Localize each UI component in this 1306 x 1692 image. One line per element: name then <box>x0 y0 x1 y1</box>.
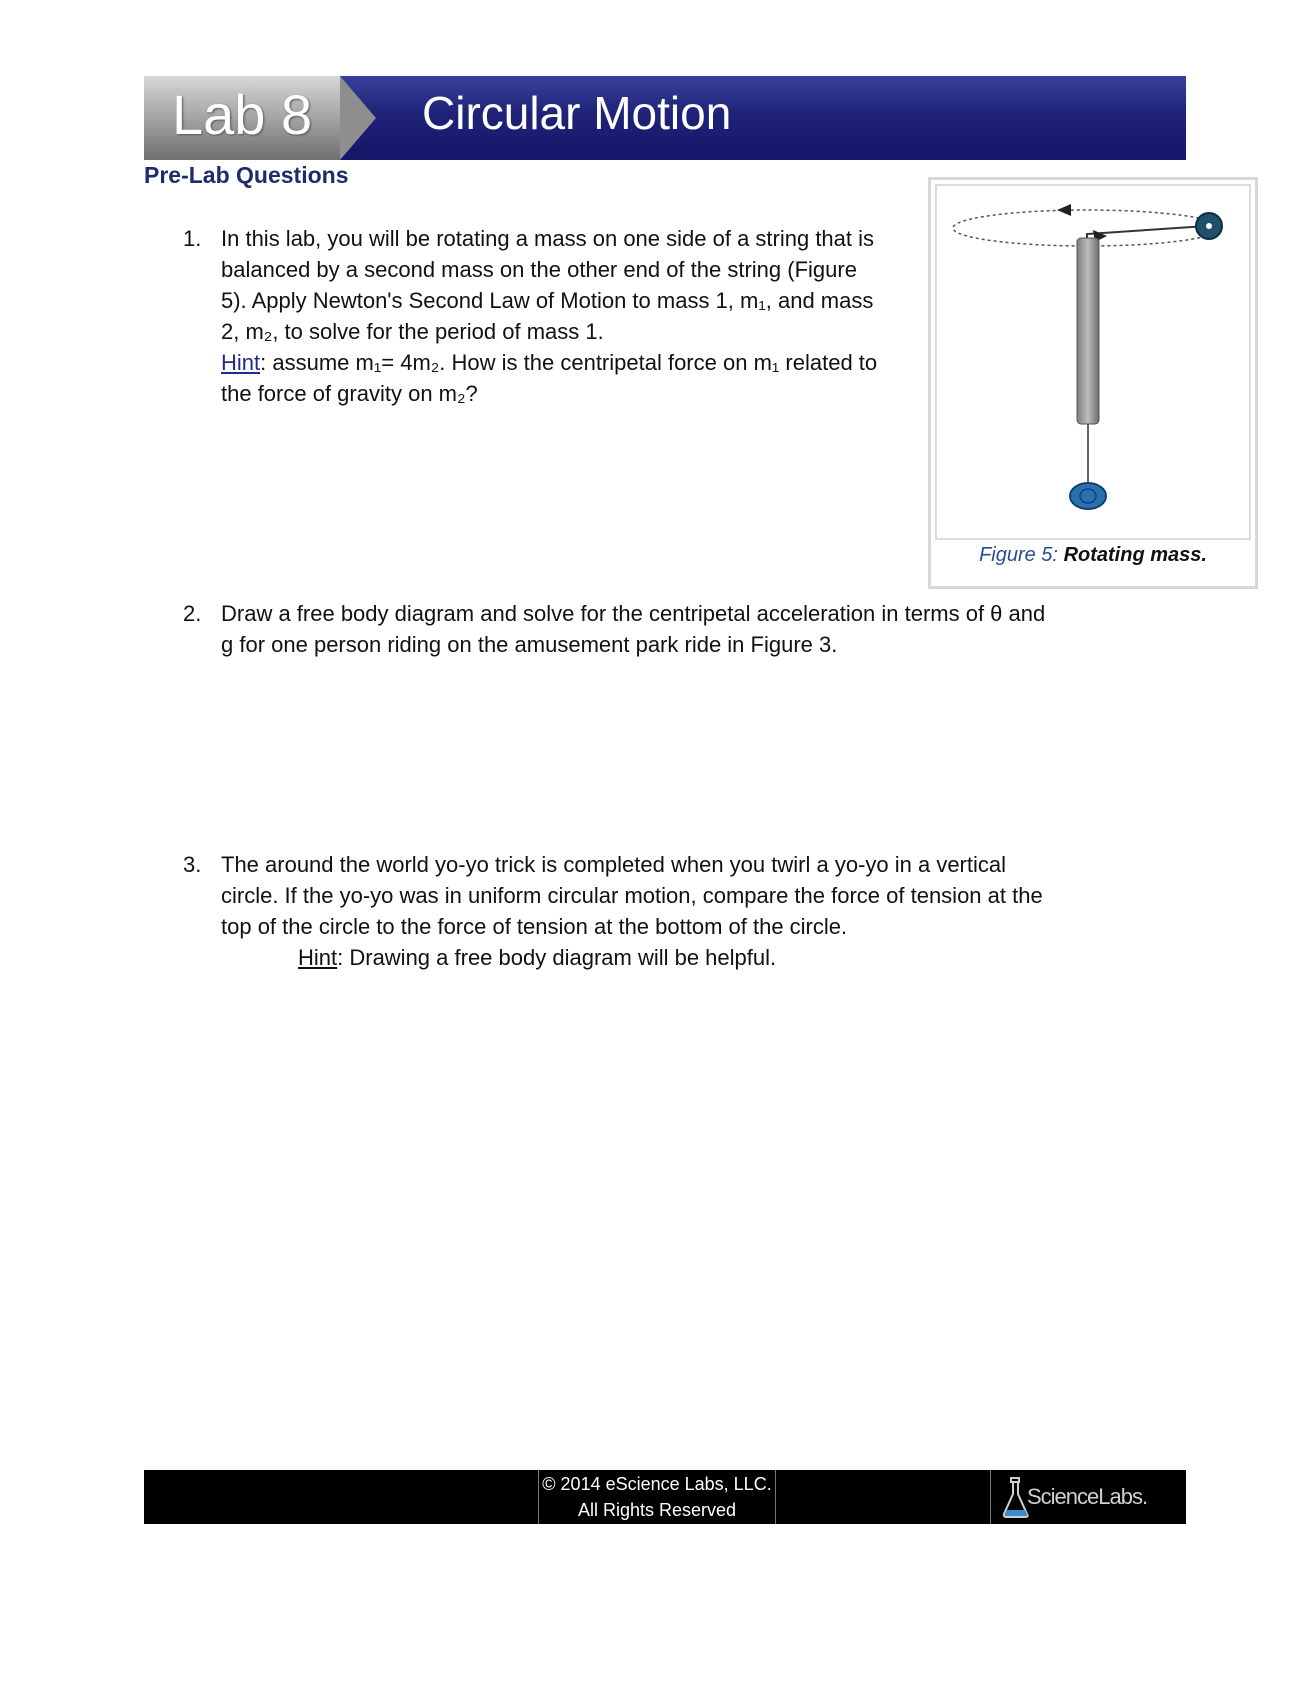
question-line: 2, m₂, to solve for the period of mass 1. <box>221 319 604 344</box>
figure-caption <box>931 544 1255 567</box>
page-title: Circular Motion <box>422 87 732 139</box>
question-3 <box>183 849 1161 973</box>
question-line: top of the circle to the force of tension at the bottom of the circle. <box>221 914 848 939</box>
question-number: 3. <box>183 852 202 877</box>
question-line: The around the world yo-yo trick is completed when you twirl a yo-yo in a vertical <box>221 852 1007 877</box>
copyright-line-1: © 2014 eScience Labs, LLC. <box>542 1474 772 1494</box>
chevron-right-icon <box>340 76 376 160</box>
figure-description: Rotating mass. <box>1063 544 1207 566</box>
hint-label: Hint <box>298 945 338 970</box>
copyright <box>538 1470 776 1524</box>
section-title: Pre-Lab Questions <box>144 162 349 188</box>
header-banner <box>144 76 1186 160</box>
hint-text: : Drawing a free body diagram will be helpful. <box>337 945 777 970</box>
hint-line <box>221 347 921 378</box>
hint-line <box>221 942 1161 973</box>
hint-label: Hint <box>221 350 261 375</box>
question-number: 2. <box>183 601 202 626</box>
question-2 <box>183 598 1141 660</box>
question-line: circle. If the yo-yo was in uniform circular motion, compare the force of tension at the <box>221 883 1043 908</box>
hint-text: : assume m₁= 4m₂. How is the centripetal force on m₁ related to <box>260 350 878 375</box>
figure-label: Figure 5: <box>979 544 1058 566</box>
figure-5 <box>928 177 1258 589</box>
question-number: 1. <box>183 226 202 251</box>
question-line: Draw a free body diagram and solve for the centripetal acceleration in terms of θ and <box>221 601 1046 626</box>
footer <box>144 1470 1186 1524</box>
logo-text: ScienceLabs. <box>1027 1484 1148 1509</box>
copyright-line-2: All Rights Reserved <box>577 1500 737 1520</box>
lab-tab <box>144 76 340 160</box>
question-1 <box>183 223 921 409</box>
rotating-mass-diagram <box>935 184 1251 540</box>
lab-label: Lab 8 <box>172 83 313 146</box>
footer-logo <box>990 1470 1186 1524</box>
question-line: In this lab, you will be rotating a mass on one side of a string that is <box>221 226 875 251</box>
rotating-mass-illustration <box>937 186 1249 538</box>
hint-line: the force of gravity on m₂? <box>221 381 478 406</box>
question-line: g for one person riding on the amusement park ride in Figure 3. <box>221 632 838 657</box>
question-line: balanced by a second mass on the other end of the string (Figure <box>221 257 857 282</box>
question-line: 5). Apply Newton's Second Law of Motion to mass 1, m₁, and mass <box>221 288 874 313</box>
